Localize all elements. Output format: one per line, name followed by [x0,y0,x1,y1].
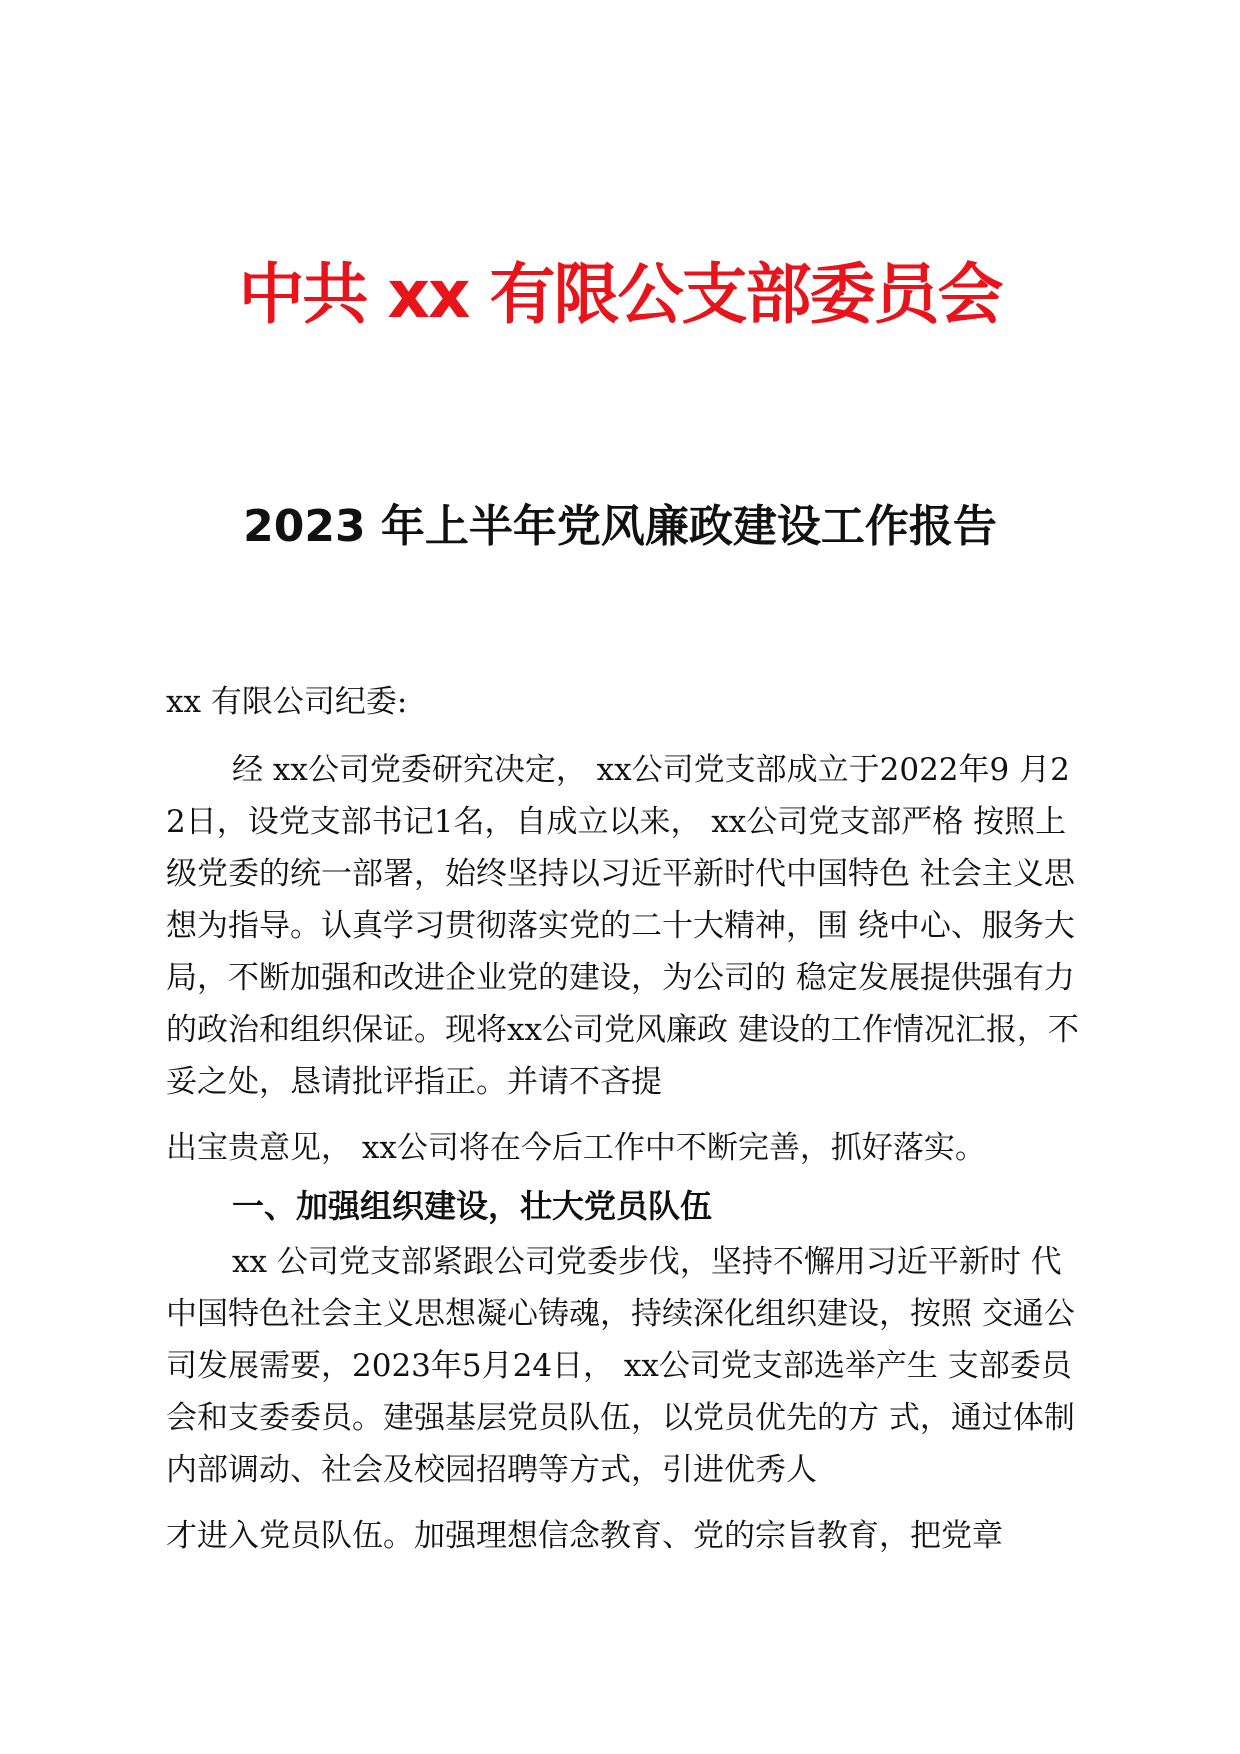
paragraph-intro-continued: 出宝贵意见， xx公司将在今后工作中不断完善，抓好落实。 [166,1130,986,1166]
section-heading-1: 一、加强组织建设，壮大党员队伍 [232,1187,713,1225]
report-title: 2023 年上半年党风廉政建设工作报告 [243,501,997,552]
paragraph-section-1: xx 公司党支部紧跟公司党委步伐，坚持不懈用习近平新时 代中国特色社会主义思想凝心铸魂，持续深化组织建设，按照 交通公司发展需要，2023年5月24日， xx公司党支部选举产生 支部委员会和支委委员。建强基层党员队伍，以党员优先的方 式，通过体制内部调动、社会及校园招聘等方式，引进优秀人 [166,1244,1075,1488]
document-body [166,676,1086,1562]
organization-header-title: 中共 xx 有限公支部委员会 [238,256,1002,333]
paragraph-intro: 经 xx公司党委研究决定， xx公司党支部成立于2022年9 月22日，设党支部书记1名，自成立以来， xx公司党支部严格 按照上级党委的统一部署，始终坚持以习近平新时代中国特色 社会主义思想为指导。认真学习贯彻落实党的二十大精神，围 绕中心、服务大局，不断加强和改进企业党的建设，为公司的 稳定发展提供强有力的政治和组织保证。现将xx公司党风廉政 建设的工作情况汇报，不妥之处，恳请批评指正。并请不吝提 [166,752,1079,1100]
paragraph-section-1-continued: 才进入党员队伍。加强理想信念教育、党的宗旨教育，把党章 [166,1518,1003,1554]
salutation: xx 有限公司纪委: [166,684,408,720]
